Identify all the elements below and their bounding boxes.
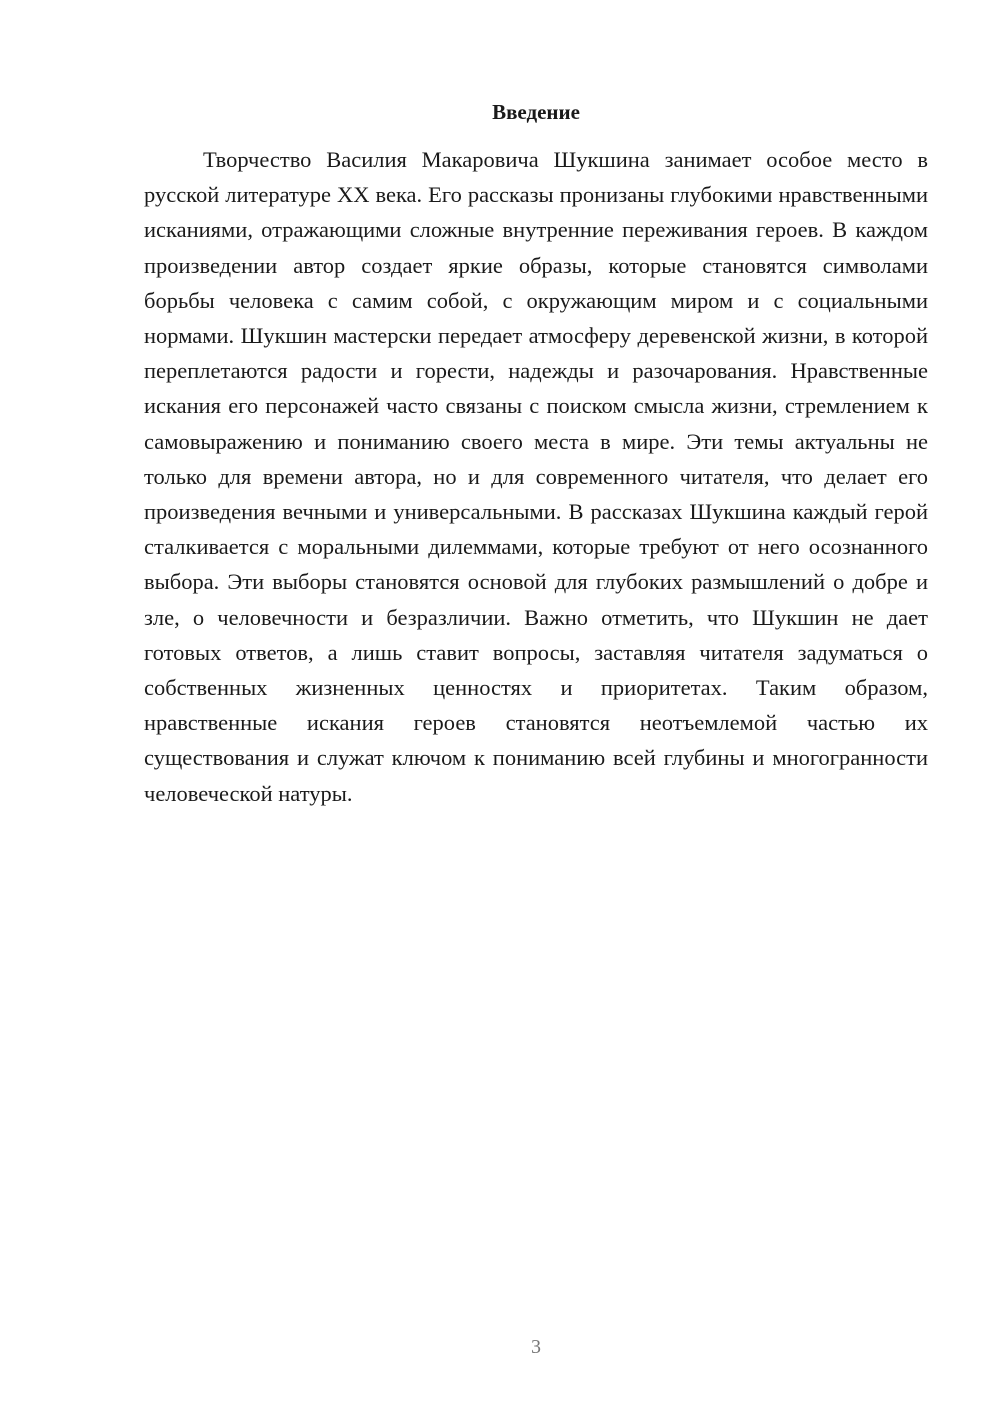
page-number: 3 (531, 1336, 541, 1358)
section-heading: Введение (492, 100, 580, 124)
body-paragraph: Творчество Василия Макаровича Шукшина занимает особое место в русской литературе XX века. Его рассказы пронизаны глубокими нравственными исканиями, отражающими сложные внутренние переживания героев. В каждом произведении автор создает яркие образы, которые становятся символами борьбы человека с самим собой, с окружающим миром и с социальными нормами. Шукшин мастерски передает атмосферу деревенской жизни, в которой переплетаются радости и горести, надежды и разочарования. Нравственные искания его персонажей часто связаны с поиском смысла жизни, стремлением к самовыражению и пониманию своего места в мире. Эти темы актуальны не только для времени автора, но и для современного читателя, что делает его произведения вечными и универсальными. В рассказах Шукшина каждый герой сталкивается с моральными дилеммами, которые требуют от него осознанного выбора. Эти выборы становятся основой для глубоких размышлений о добре и зле, о человечности и безразличии. Важно отметить, что Шукшин не дает готовых ответов, а лишь ставит вопросы, заставляя читателя задуматься о собственных жизненных ценностях и приоритетах. Таким образом, нравственные искания героев становятся неотъемлемой частью их существования и служат ключом к пониманию всей глубины и многогранности человеческой натуры. (144, 147, 928, 806)
